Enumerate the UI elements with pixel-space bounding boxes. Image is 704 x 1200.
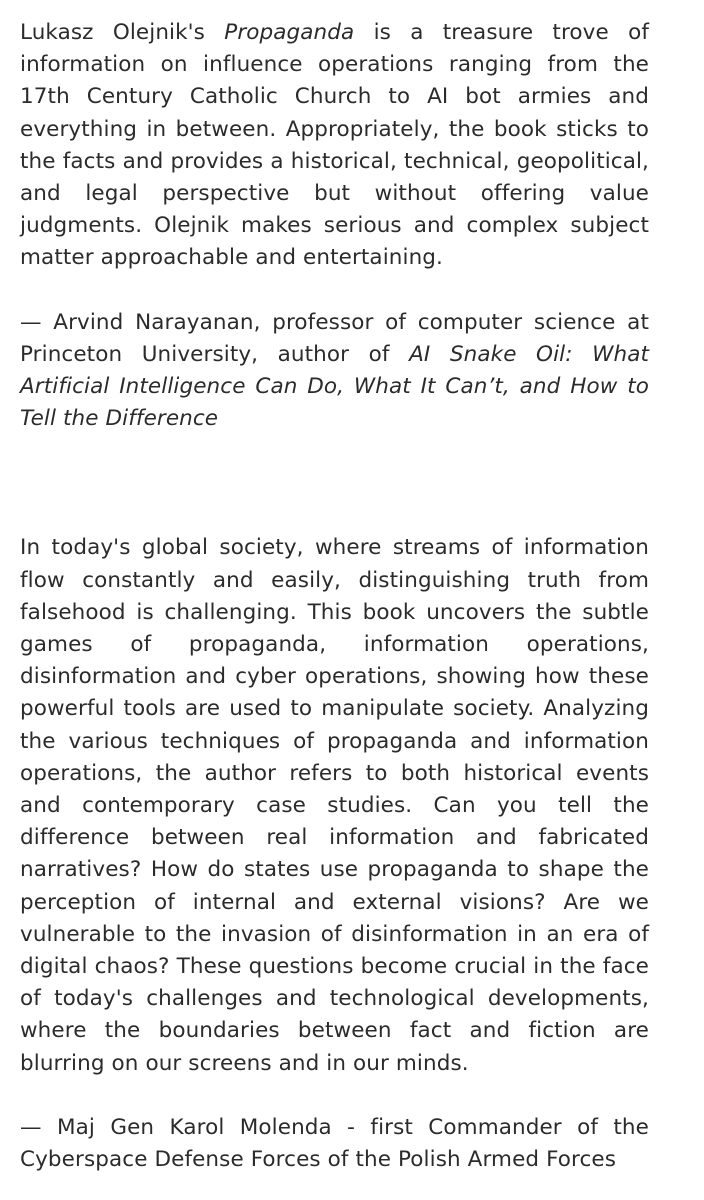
review-page — [20, 17, 649, 1176]
endorsement-1-body: is a treasure trove of information on influence operations ranging from the 17th Century Catholic Church to AI bot armies and everything in between. Appropriately, the book sticks to the facts and provides a historical, technical, geopolitical, and legal perspective but without offering value judgments. Olejnik makes serious and complex subject matter approachable and entertaining. — [20, 20, 649, 271]
attribution-1-text: — Arvind Narayanan, professor of computer science at Princeton University, author of — [20, 309, 649, 367]
spacer — [20, 435, 649, 532]
endorsement-2-text: In today's global society, where streams of information flow constantly and easily, distinguishing truth from falsehood is challenging. This book uncovers the subtle games of propaganda, information operations, disinformation and cyber operations, showing how these powerful tools are used to manipulate society. Analyzing the various techniques of propaganda and information operations, the author refers to both historical events and contemporary case studies. Can you tell the difference between real information and fabricated narratives? How do states use propaganda to shape the perception of internal and external visions? Are we vulnerable to the invasion of disinformation in an era of digital chaos? These questions become crucial in the face of today's challenges and technological developments, where the boundaries between fact and fiction are blurring on our screens and in our minds. — [20, 535, 649, 1076]
spacer — [20, 1080, 649, 1112]
book-title: Propaganda — [224, 20, 355, 45]
endorsement-2-attribution: — Maj Gen Karol Molenda - first Commander of the Cyberspace Defense Forces of the Polish Armed Forces — [20, 1114, 649, 1173]
endorsement-1-text — [20, 17, 649, 275]
attribution-1-book: AI Snake Oil: What Artificial Intelligence Can Do, What It Can’t, and How to Tell the Difference — [20, 341, 649, 432]
endorsement-1-lead: Lukasz Olejnik's — [20, 20, 225, 45]
spacer — [20, 275, 649, 307]
endorsement-1-attribution — [20, 307, 649, 436]
